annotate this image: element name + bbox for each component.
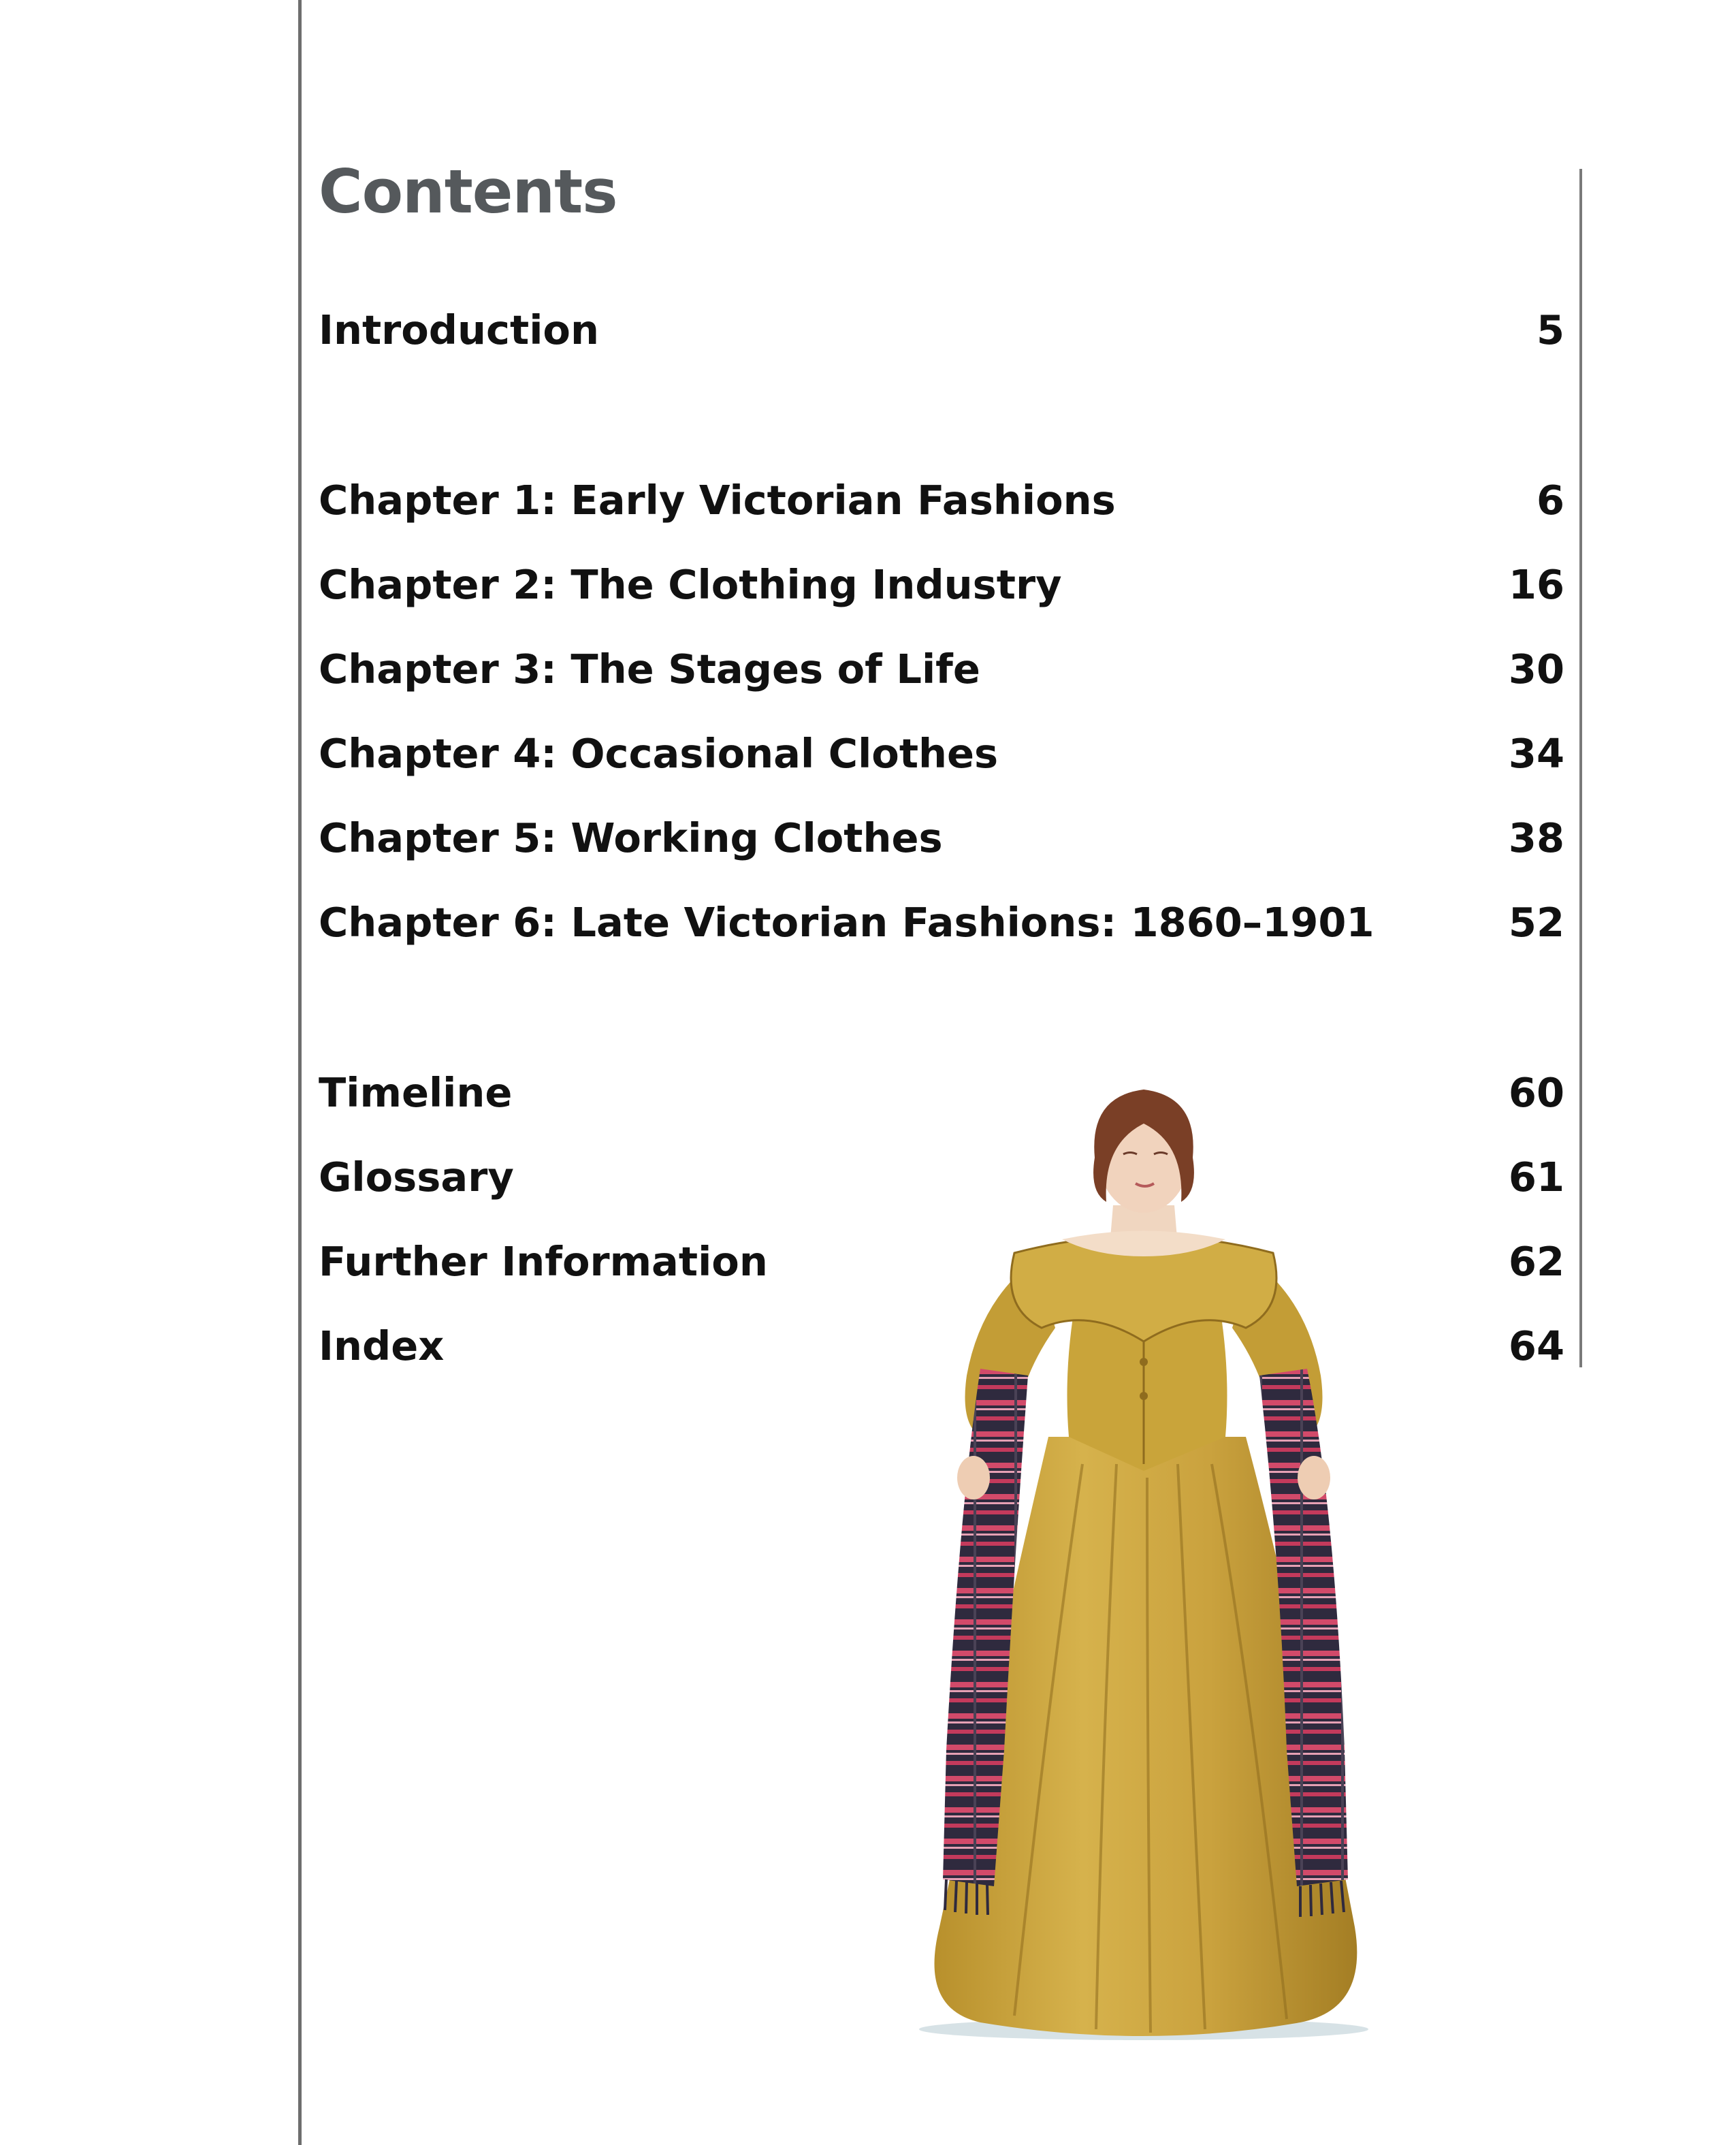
toc-entry-page: 64 [1508,1322,1564,1369]
toc-entry-page: 5 [1536,306,1564,353]
page-title: Contents [319,157,617,227]
toc-entry-label: Chapter 2: The Clothing Industry [319,561,1062,608]
toc-entry-label: Chapter 6: Late Victorian Fashions: 1860–1901 [319,899,1375,946]
left-margin-rule [298,0,302,2145]
toc-entry-label: Chapter 3: The Stages of Life [319,646,980,693]
toc-entry-page: 62 [1508,1238,1564,1285]
toc-entry-label: Introduction [319,306,599,353]
toc-intro-group [319,306,1564,394]
toc-entry-label: Further Information [319,1238,768,1285]
toc-entry-introduction[interactable] [319,306,1564,394]
toc-entry-page: 60 [1508,1069,1564,1116]
toc-entry-chapter-2[interactable] [319,561,1564,649]
toc-entry-page: 30 [1508,646,1564,693]
right-margin-rule [1579,169,1582,1367]
toc-entry-page: 16 [1508,561,1564,608]
toc-entry-label: Chapter 4: Occasional Clothes [319,730,999,777]
toc-entry-label: Glossary [319,1154,514,1201]
victorian-woman-illustration [878,1083,1409,2043]
toc-entry-chapter-3[interactable] [319,646,1564,733]
toc-entry-page: 52 [1508,899,1564,946]
toc-entry-label: Index [319,1322,445,1369]
toc-chapters-group [319,477,1564,987]
toc-entry-page: 61 [1508,1154,1564,1201]
toc-entry-page: 6 [1536,477,1564,524]
toc-entry-chapter-6[interactable] [319,899,1564,987]
toc-entry-chapter-1[interactable] [319,477,1564,565]
toc-entry-chapter-4[interactable] [319,730,1564,818]
toc-entry-page: 34 [1508,730,1564,777]
toc-entry-page: 38 [1508,814,1564,861]
toc-entry-label: Timeline [319,1069,513,1116]
toc-entry-label: Chapter 5: Working Clothes [319,814,943,861]
toc-entry-chapter-5[interactable] [319,814,1564,902]
toc-entry-label: Chapter 1: Early Victorian Fashions [319,477,1116,524]
